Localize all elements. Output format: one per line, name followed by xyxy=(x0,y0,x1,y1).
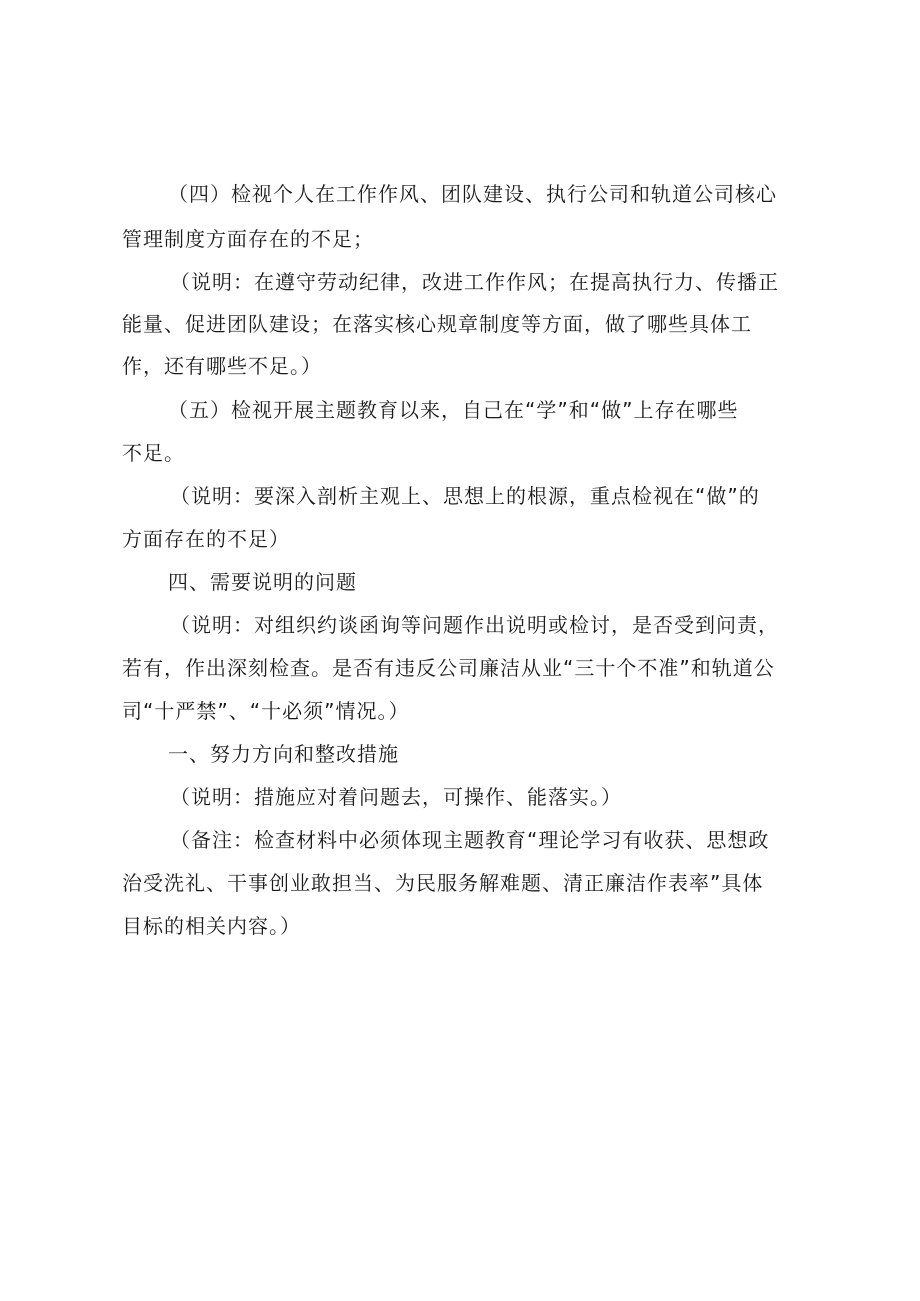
note-line: 司“十严禁”、“十必须”情况。） xyxy=(122,699,410,723)
note-line: （说明：措施应对着问题去，可操作、能落实。） xyxy=(170,785,622,809)
heading-section-4: （四）检视个人在工作作风、团队建设、执行公司和轨道公司核心 xyxy=(168,182,777,206)
remark-line: 治受洗礼、干事创业敢担当、为民服务解难题、清正廉洁作表率”具体 xyxy=(122,871,764,895)
note-line: （说明：在遵守劳动纪律，改进工作作风；在提高执行力、传播正 xyxy=(170,270,779,294)
heading-issues: 四、需要说明的问题 xyxy=(168,570,357,594)
paragraph-line: 管理制度方面存在的不足； xyxy=(122,227,374,251)
note-line: 作，还有哪些不足。） xyxy=(122,354,322,378)
note-line: （说明：对组织约谈函询等问题作出说明或检讨，是否受到问责， xyxy=(170,613,779,637)
note-line: 方面存在的不足） xyxy=(122,527,290,551)
note-line: 能量、促进团队建设；在落实核心规章制度等方面，做了哪些具体工 xyxy=(122,312,752,336)
heading-section-5: （五）检视开展主题教育以来，自己在“学”和“做”上存在哪些 xyxy=(168,398,739,422)
paragraph-line: 不足。 xyxy=(122,441,185,465)
note-line: （说明：要深入剖析主观上、思想上的根源，重点检视在“做”的 xyxy=(170,484,760,508)
remark-line: （备注：检查材料中必须体现主题教育“理论学习有收获、思想政 xyxy=(170,828,770,852)
note-line: 若有，作出深刻检查。是否有违反公司廉洁从业“三十个不准”和轨道公 xyxy=(122,656,775,680)
heading-direction: 一、努力方向和整改措施 xyxy=(168,742,399,766)
remark-line: 目标的相关内容。） xyxy=(122,914,301,938)
